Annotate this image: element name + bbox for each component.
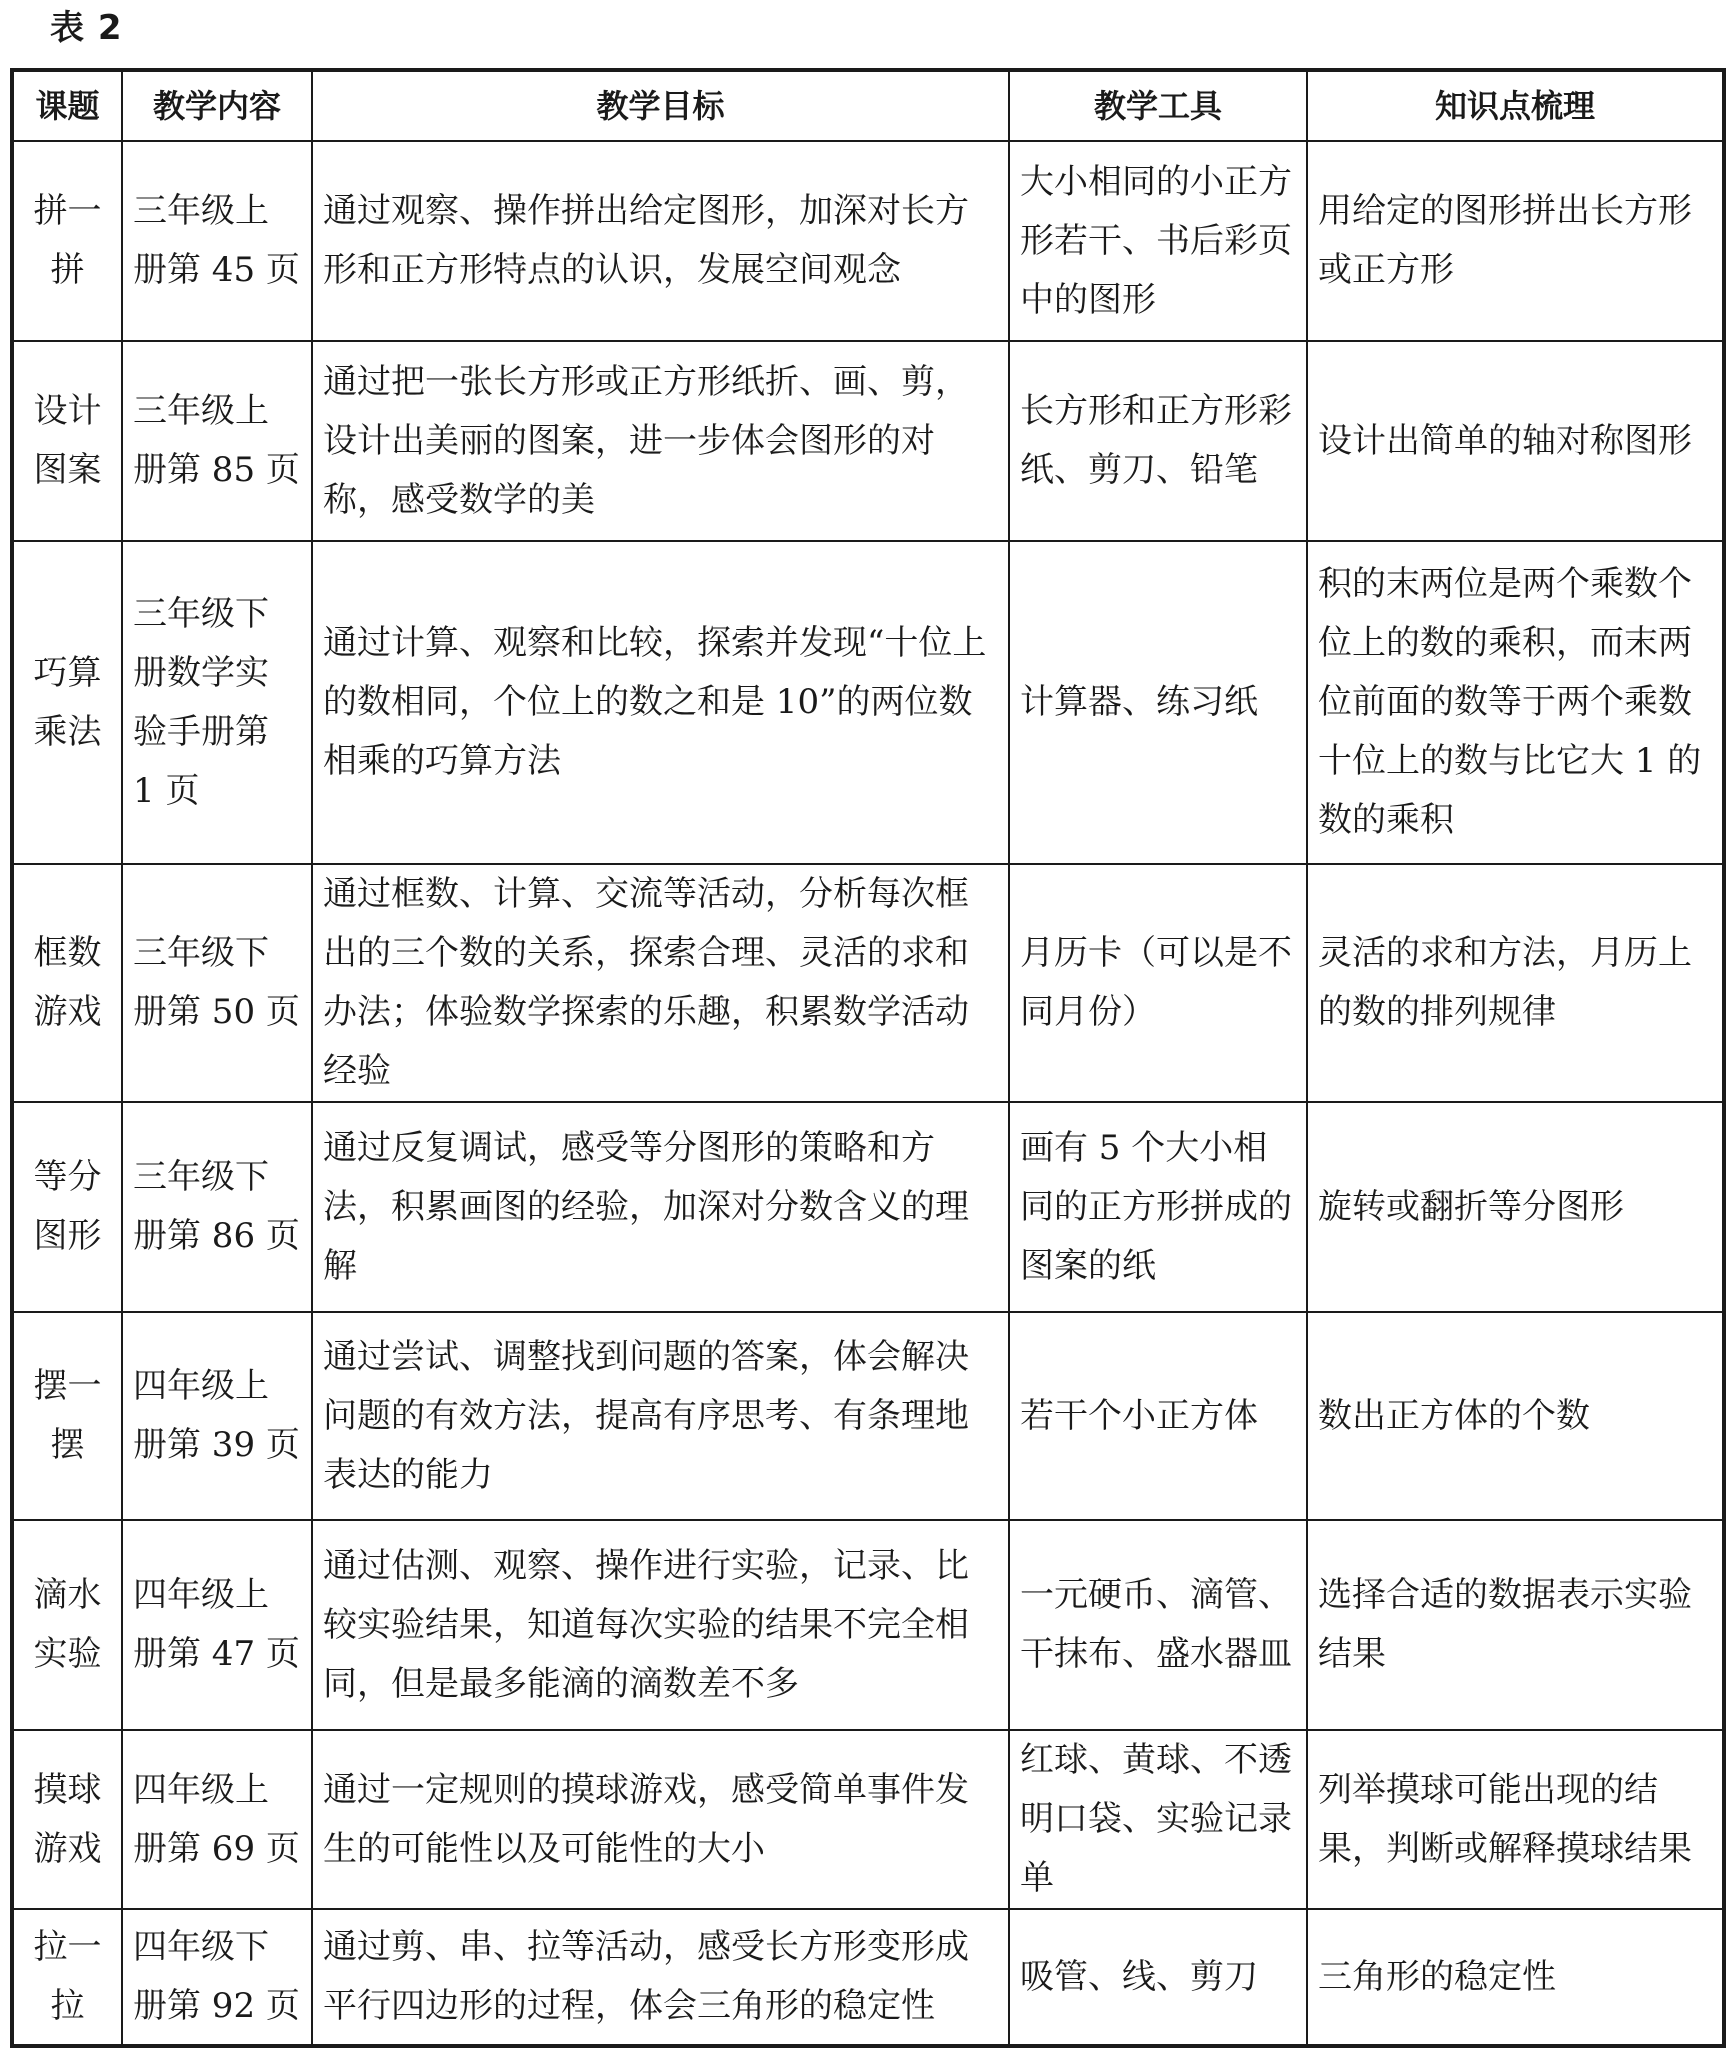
table-row [12,1909,1724,2046]
cell-content: 四年级上册第 39 页 [122,1312,312,1520]
cell-topic: 巧算乘法 [12,541,122,864]
cell-tools: 红球、黄球、不透明口袋、实验记录单 [1009,1730,1307,1909]
table-row [12,864,1724,1102]
cell-knowledge: 积的末两位是两个乘数个位上的数的乘积，而末两位前面的数等于两个乘数十位上的数与比它大 1 的数的乘积 [1307,541,1724,864]
header-goal: 教学目标 [312,70,1009,141]
cell-content: 三年级上册第 85 页 [122,341,312,541]
cell-goal: 通过观察、操作拼出给定图形，加深对长方形和正方形特点的认识，发展空间观念 [312,141,1009,341]
table-row [12,541,1724,864]
table-row [12,1520,1724,1730]
cell-tools: 吸管、线、剪刀 [1009,1909,1307,2046]
table-row [12,1730,1724,1909]
cell-knowledge: 列举摸球可能出现的结果，判断或解释摸球结果 [1307,1730,1724,1909]
cell-content: 三年级下册第 50 页 [122,864,312,1102]
cell-topic: 设计图案 [12,341,122,541]
cell-topic: 摆一摆 [12,1312,122,1520]
header-content: 教学内容 [122,70,312,141]
cell-topic: 框数游戏 [12,864,122,1102]
cell-content: 三年级下册数学实验手册第 1 页 [122,541,312,864]
cell-goal: 通过剪、串、拉等活动，感受长方形变形成平行四边形的过程，体会三角形的稳定性 [312,1909,1009,2046]
cell-tools: 一元硬币、滴管、干抹布、盛水器皿 [1009,1520,1307,1730]
cell-goal: 通过计算、观察和比较，探索并发现“十位上的数相同，个位上的数之和是 10”的两位数相乘的巧算方法 [312,541,1009,864]
header-row [12,70,1724,141]
lesson-table [10,68,1726,2048]
cell-content: 三年级下册第 86 页 [122,1102,312,1312]
table-row [12,1312,1724,1520]
table-caption: 表 2 [50,8,123,48]
cell-tools: 大小相同的小正方形若干、书后彩页中的图形 [1009,141,1307,341]
cell-knowledge: 数出正方体的个数 [1307,1312,1724,1520]
table-row [12,141,1724,341]
cell-tools: 长方形和正方形彩纸、剪刀、铅笔 [1009,341,1307,541]
table-row [12,341,1724,541]
cell-goal: 通过尝试、调整找到问题的答案，体会解决问题的有效方法，提高有序思考、有条理地表达的能力 [312,1312,1009,1520]
cell-knowledge: 三角形的稳定性 [1307,1909,1724,2046]
cell-goal: 通过把一张长方形或正方形纸折、画、剪，设计出美丽的图案，进一步体会图形的对称，感受数学的美 [312,341,1009,541]
cell-topic: 拉一拉 [12,1909,122,2046]
cell-tools: 画有 5 个大小相同的正方形拼成的图案的纸 [1009,1102,1307,1312]
cell-goal: 通过反复调试，感受等分图形的策略和方法，积累画图的经验，加深对分数含义的理解 [312,1102,1009,1312]
cell-knowledge: 用给定的图形拼出长方形或正方形 [1307,141,1724,341]
cell-goal: 通过一定规则的摸球游戏，感受简单事件发生的可能性以及可能性的大小 [312,1730,1009,1909]
cell-content: 四年级下册第 92 页 [122,1909,312,2046]
cell-tools: 月历卡（可以是不同月份） [1009,864,1307,1102]
cell-topic: 等分图形 [12,1102,122,1312]
cell-content: 四年级上册第 47 页 [122,1520,312,1730]
cell-knowledge: 设计出简单的轴对称图形 [1307,341,1724,541]
cell-goal: 通过框数、计算、交流等活动，分析每次框出的三个数的关系，探索合理、灵活的求和办法；体验数学探索的乐趣，积累数学活动经验 [312,864,1009,1102]
cell-tools: 计算器、练习纸 [1009,541,1307,864]
cell-knowledge: 灵活的求和方法，月历上的数的排列规律 [1307,864,1724,1102]
cell-knowledge: 旋转或翻折等分图形 [1307,1102,1724,1312]
header-tools: 教学工具 [1009,70,1307,141]
cell-topic: 摸球游戏 [12,1730,122,1909]
cell-content: 三年级上册第 45 页 [122,141,312,341]
cell-tools: 若干个小正方体 [1009,1312,1307,1520]
cell-goal: 通过估测、观察、操作进行实验，记录、比较实验结果，知道每次实验的结果不完全相同，但是最多能滴的滴数差不多 [312,1520,1009,1730]
cell-knowledge: 选择合适的数据表示实验结果 [1307,1520,1724,1730]
header-knowledge: 知识点梳理 [1307,70,1724,141]
table-row [12,1102,1724,1312]
header-topic: 课题 [12,70,122,141]
cell-topic: 拼一拼 [12,141,122,341]
cell-topic: 滴水实验 [12,1520,122,1730]
cell-content: 四年级上册第 69 页 [122,1730,312,1909]
